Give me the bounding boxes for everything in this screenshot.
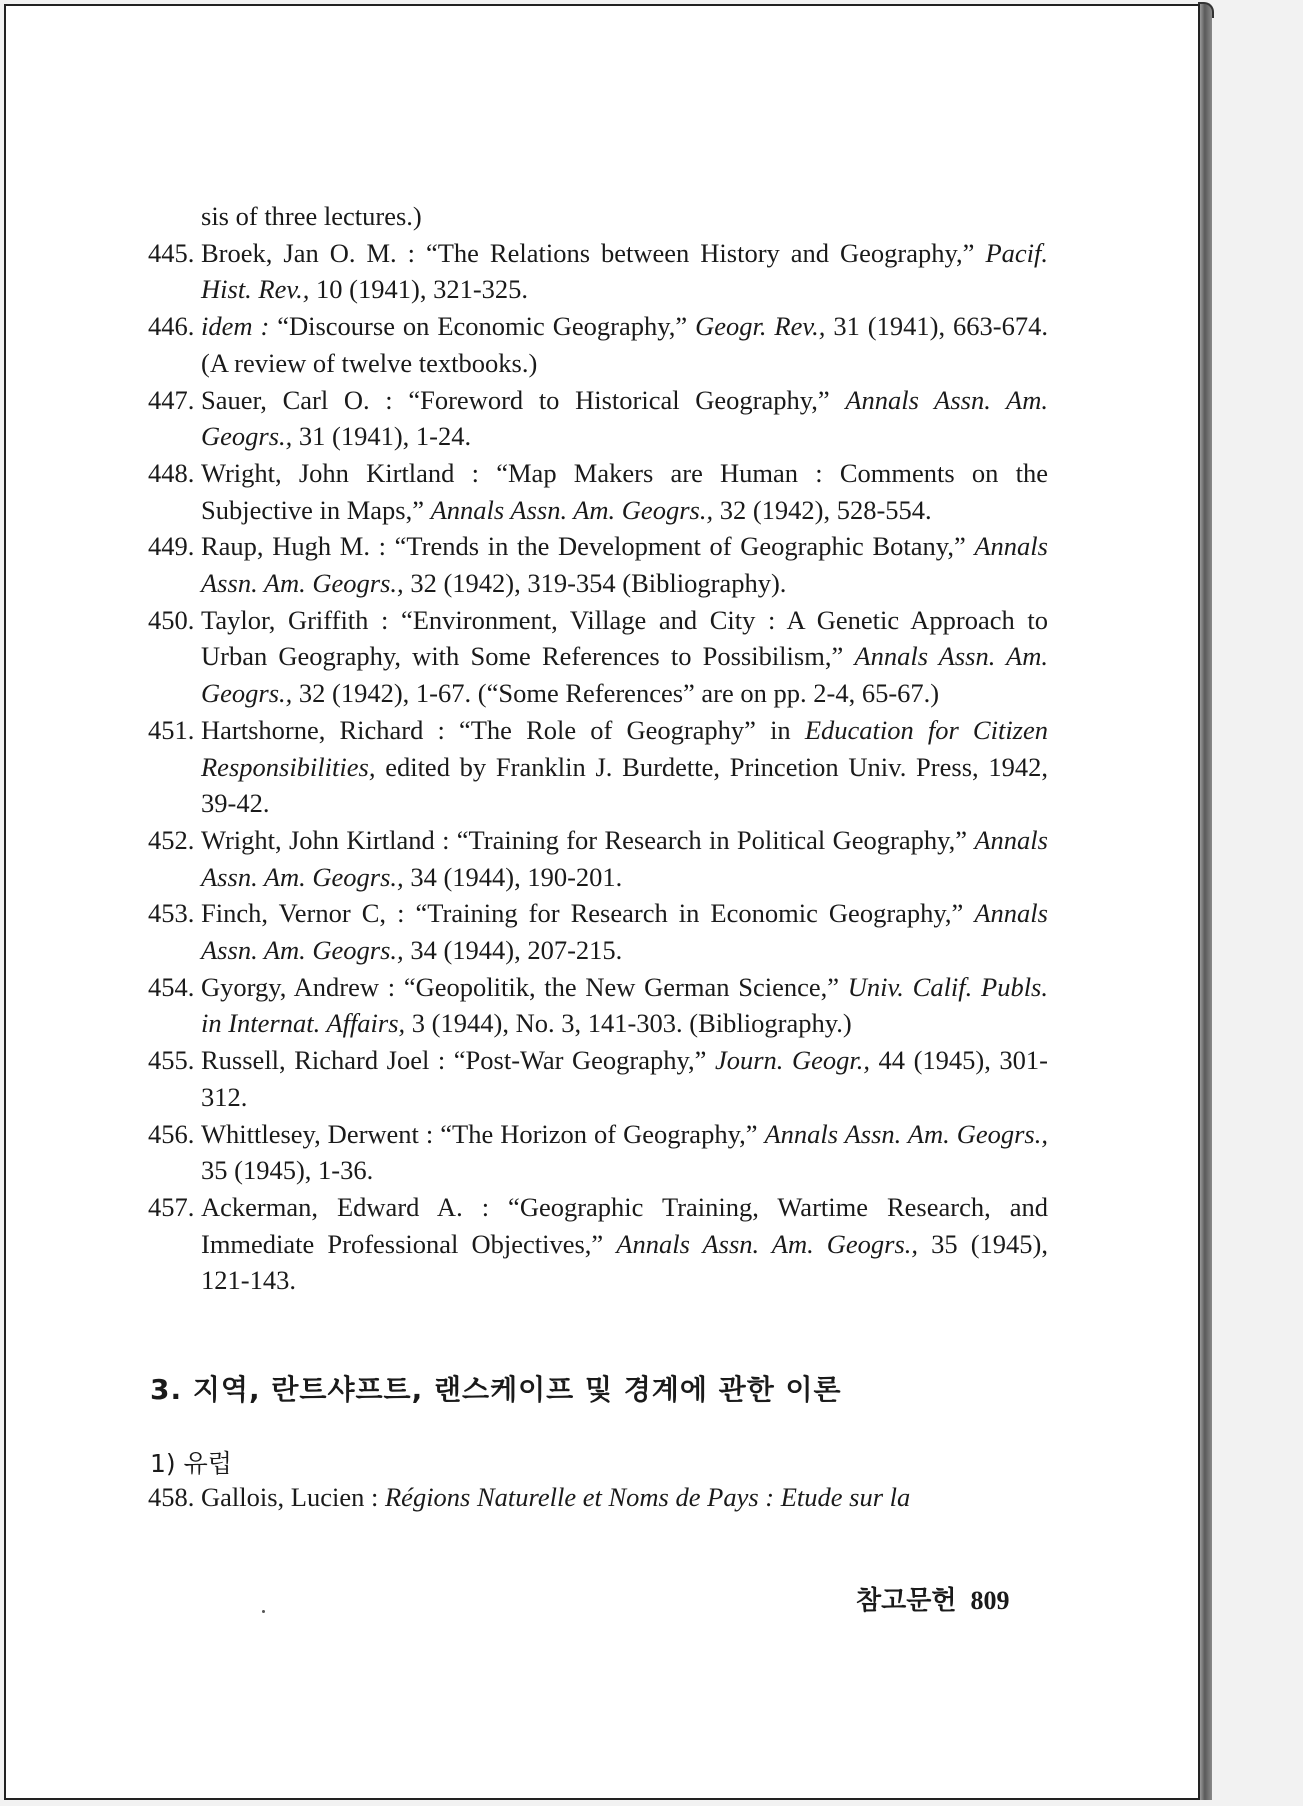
reference-entry bbox=[148, 455, 1048, 528]
entry-text: 34 (1944), 190-201. bbox=[403, 861, 623, 892]
section-title: 3. 지역, 란트샤프트, 랜스케이프 및 경계에 관한 이론 bbox=[150, 1373, 842, 1406]
entry-number: 451. bbox=[148, 714, 195, 745]
entry-number: 454. bbox=[148, 971, 195, 1002]
entry-text: 34 (1944), 207-215. bbox=[403, 935, 623, 966]
reference-list bbox=[148, 198, 1048, 1299]
entry-italic-text: Annals Assn. Am. Geogrs., bbox=[201, 641, 1048, 709]
entry-text: 31 (1941), 663-674. (A review of twelve textbooks.) bbox=[201, 311, 1048, 378]
reference-entry bbox=[148, 895, 1048, 968]
entry-italic-text: Annals Assn. Am. Geogrs., bbox=[201, 824, 1048, 892]
reference-entry bbox=[148, 602, 1048, 712]
continuation-line: sis of three lectures.) bbox=[201, 201, 422, 231]
entry-italic-text: Pacif. Hist. Rev., bbox=[201, 237, 1048, 305]
entry-text: Gyorgy, Andrew : “Geopolitik, the New German Science,” bbox=[201, 971, 848, 1002]
entry-text: Wright, John Kirtland : “Map Makers are Human : Comments on the Subjective in Maps,” bbox=[201, 457, 1048, 525]
entry-number: 453. bbox=[148, 898, 195, 929]
entry-text: 44 (1945), 301-312. bbox=[201, 1045, 1048, 1112]
entry-text: Ackerman, Edward A. : “Geographic Training, Wartime Research, and Immediate Professional Objectives,” bbox=[201, 1191, 1048, 1259]
entry-number: 447. bbox=[148, 384, 195, 415]
entry-text: 35 (1945), 121-143. bbox=[201, 1228, 1048, 1296]
entry-text: 32 (1942), 1-67. (“Some References” are on pp. 2-4, 65-67.) bbox=[292, 678, 940, 709]
entry-number: 446. bbox=[148, 311, 195, 342]
entry-text: edited by Franklin J. Burdette, Princetion Univ. Press, 1942, 39-42. bbox=[201, 751, 1048, 819]
entry-text: Finch, Vernor C, : “Training for Research in Economic Geography,” bbox=[201, 898, 975, 929]
page-footer bbox=[856, 1580, 1009, 1617]
entry-number: 456. bbox=[148, 1118, 195, 1149]
entry-italic-text: Annals Assn. Am. Geogrs., bbox=[201, 531, 1048, 599]
entry-number: 449. bbox=[148, 531, 195, 562]
reference-entry bbox=[148, 712, 1048, 822]
entry-italic-text: Annals Assn. Am. Geogrs., bbox=[616, 1228, 919, 1259]
entry-italic-text: Annals Assn. Am. Geogrs., bbox=[201, 898, 1048, 966]
entry-number: 448. bbox=[148, 457, 195, 488]
entry-text: 31 (1941), 1-24. bbox=[292, 421, 472, 452]
entry-italic-text: Education for Citizen Responsibilities, bbox=[201, 714, 1048, 782]
reference-entry bbox=[148, 822, 1048, 895]
footer-label: 참고문헌 bbox=[856, 1586, 957, 1616]
reference-entry bbox=[148, 969, 1048, 1042]
entry-text: Hartshorne, Richard : “The Role of Geography” in bbox=[201, 714, 805, 745]
reference-entry bbox=[148, 235, 1048, 308]
entry-italic-text: Annals Assn. Am. Geogrs., bbox=[764, 1118, 1048, 1149]
page-edge-shadow bbox=[1200, 4, 1212, 1800]
entry-text: Whittlesey, Derwent : “The Horizon of Geography,” bbox=[201, 1118, 765, 1149]
entry-text: Russell, Richard Joel : “Post-War Geography,” bbox=[201, 1045, 715, 1076]
entry-italic-text: Annals Assn. Am. Geogrs., bbox=[201, 384, 1048, 452]
entry-text: Broek, Jan O. M. : “The Relations between History and Geography,” bbox=[201, 237, 986, 268]
reference-entry bbox=[148, 308, 1048, 381]
entry-text: Raup, Hugh M. : “Trends in the Development of Geographic Botany,” bbox=[201, 531, 975, 562]
entry-number: 452. bbox=[148, 824, 195, 855]
entry-text: Wright, John Kirtland : “Training for Research in Political Geography,” bbox=[201, 824, 975, 855]
entry-text: Taylor, Griffith : “Environment, Village and City : A Genetic Approach to Urban Geography, with Some References to Possibilism,” bbox=[201, 604, 1048, 672]
reference-entry bbox=[148, 1116, 1048, 1189]
entries-container bbox=[148, 235, 1048, 1299]
entry-text: 32 (1942), 528-554. bbox=[713, 494, 932, 525]
entry-number: 458. bbox=[148, 1482, 195, 1512]
entry-text: 3 (1944), No. 3, 141-303. (Bibliography.) bbox=[405, 1008, 852, 1039]
entry-text: 32 (1942), 319-354 (Bibliography). bbox=[403, 568, 787, 599]
reference-entry-458 bbox=[148, 1479, 1101, 1516]
subsection-title: 1) 유럽 bbox=[150, 1449, 232, 1478]
entry-italic-text: Annals Assn. Am. Geogrs., bbox=[430, 494, 714, 525]
reference-entry bbox=[148, 382, 1048, 455]
entry-text: 10 (1941), 321-325. bbox=[309, 274, 529, 305]
entry-italic-text: Univ. Calif. Publs. in Internat. Affairs, bbox=[201, 971, 1048, 1039]
entry-text: 35 (1945), 1-36. bbox=[201, 1155, 374, 1186]
entry-number: 455. bbox=[148, 1045, 195, 1076]
reference-entry bbox=[148, 1042, 1048, 1115]
entry-italic-text: Journ. Geogr., bbox=[714, 1045, 871, 1076]
entry-number: 457. bbox=[148, 1191, 195, 1222]
entry-text: “Discourse on Economic Geography,” bbox=[269, 311, 696, 342]
reference-entry bbox=[148, 1189, 1048, 1299]
entry-number: 450. bbox=[148, 604, 195, 635]
entry-italic-text: idem : bbox=[201, 311, 270, 342]
page-corner bbox=[1198, 2, 1214, 18]
reference-entry bbox=[148, 528, 1048, 601]
scan-speck bbox=[262, 1610, 265, 1613]
entry-number: 445. bbox=[148, 237, 195, 268]
page-number: 809 bbox=[970, 1586, 1010, 1615]
entry-title: Régions Naturelle et Noms de Pays : Etude sur la bbox=[385, 1482, 911, 1512]
entry-italic-text: Geogr. Rev., bbox=[695, 311, 826, 342]
entry-text: Sauer, Carl O. : “Foreword to Historical Geography,” bbox=[201, 384, 846, 415]
entry-author: Gallois, Lucien : bbox=[201, 1482, 385, 1512]
